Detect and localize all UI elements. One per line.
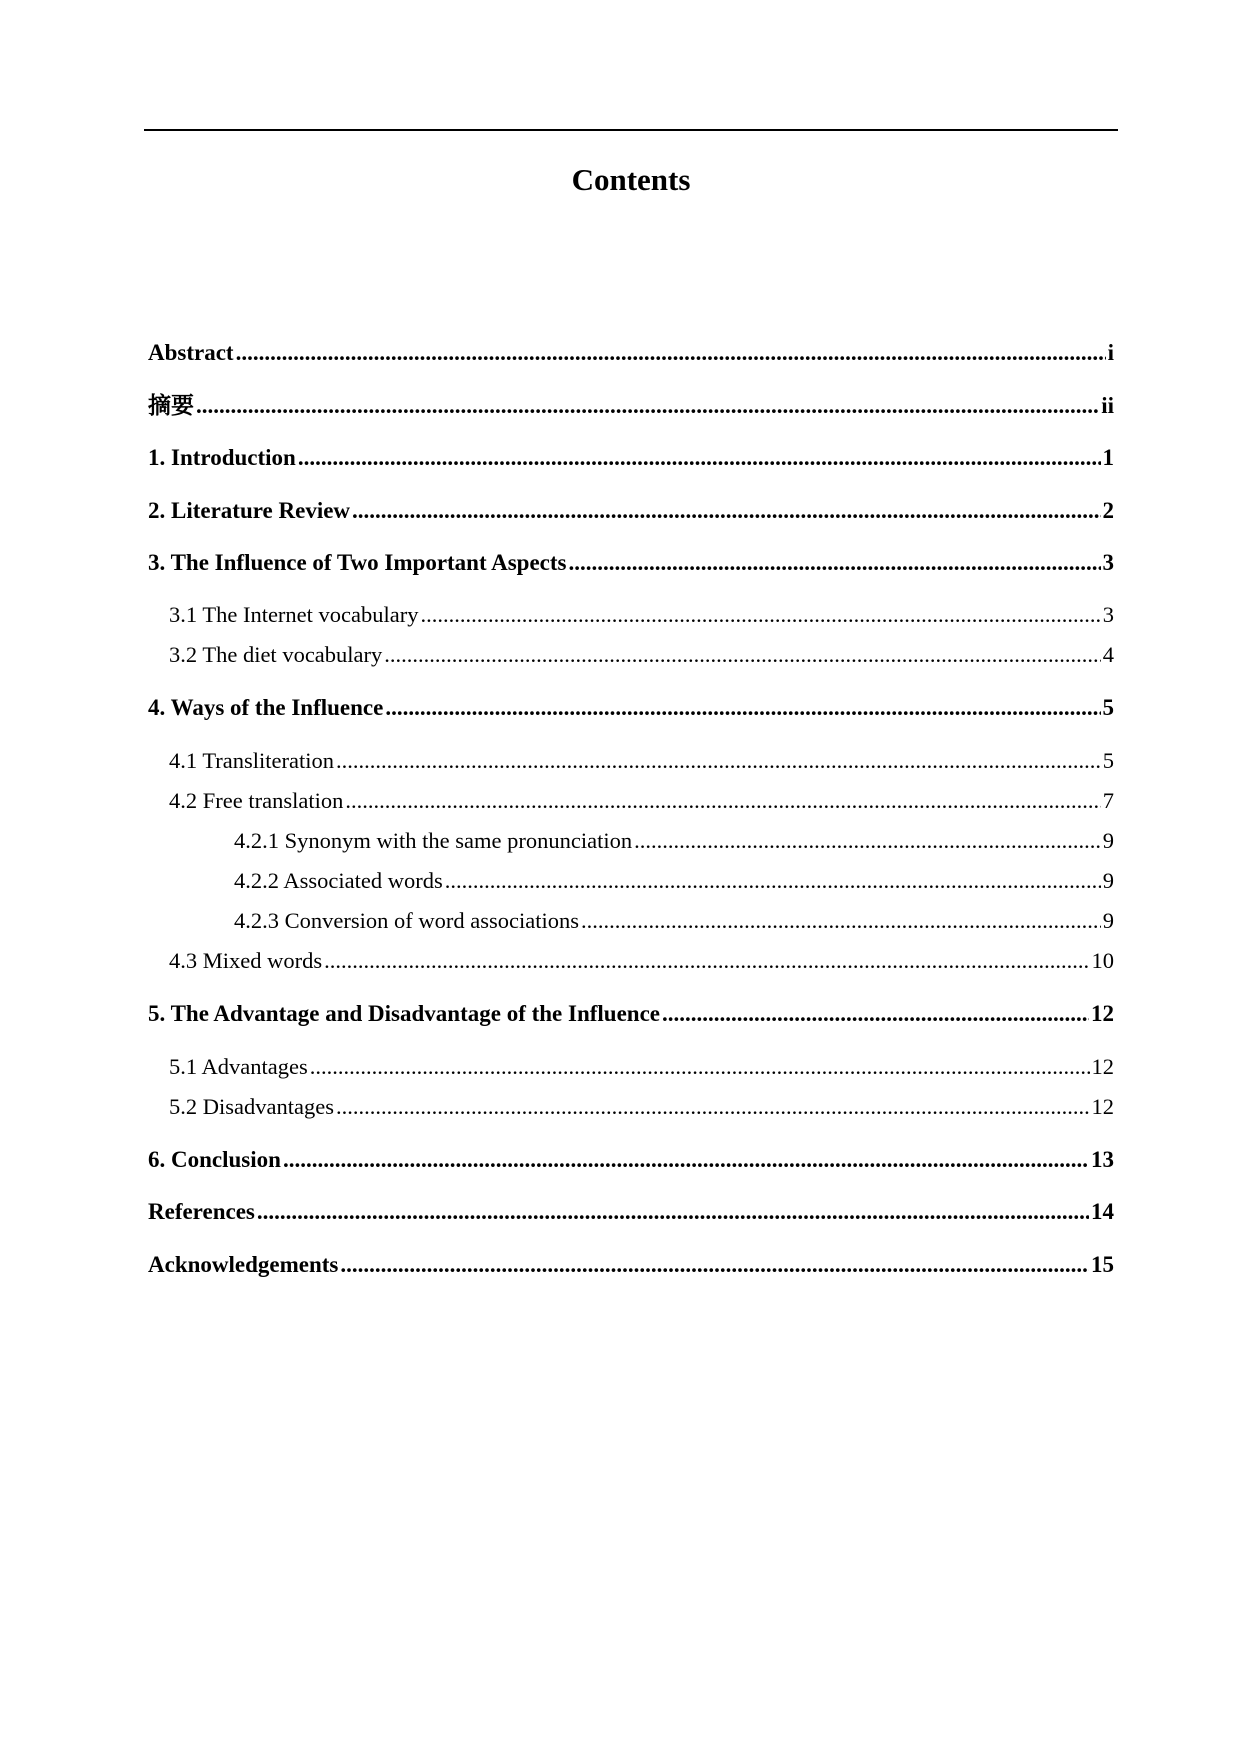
toc-entry-page: 15 [1091, 1252, 1114, 1277]
toc-entry-ways-of-influence[interactable] [148, 693, 1114, 723]
toc-entry-page: 5 [1102, 695, 1114, 720]
dot-leader [324, 946, 1089, 976]
dot-leader [340, 1250, 1089, 1280]
dot-leader [336, 746, 1101, 776]
toc-entry-chinese-abstract[interactable] [148, 391, 1114, 421]
toc-entry-page: i [1107, 340, 1114, 365]
toc-entry-influence-aspects[interactable] [148, 548, 1114, 578]
toc-entry-page: 1 [1102, 445, 1114, 470]
dot-leader [336, 1092, 1090, 1122]
toc-entry-page: 12 [1091, 1054, 1114, 1079]
dot-leader [384, 640, 1100, 670]
toc-entry-conclusion[interactable] [148, 1145, 1114, 1175]
toc-entry-label: 5.2 Disadvantages [169, 1094, 334, 1119]
toc-entry-label: 3.1 The Internet vocabulary [169, 602, 419, 627]
toc-entry-page: ii [1101, 393, 1114, 418]
dot-leader [345, 786, 1100, 816]
toc-entry-label: References [148, 1199, 255, 1224]
toc-entry-label: 3.2 The diet vocabulary [169, 642, 383, 667]
toc-entry-label: Acknowledgements [148, 1252, 339, 1277]
dot-leader [196, 391, 1099, 421]
toc-entry-page: 4 [1102, 642, 1114, 667]
toc-entry-acknowledgements[interactable] [148, 1250, 1114, 1280]
toc-entry-page: 14 [1091, 1199, 1114, 1224]
toc-entry-page: 9 [1102, 828, 1114, 853]
toc-entry-page: 13 [1091, 1147, 1114, 1172]
toc-entry-introduction[interactable] [148, 443, 1114, 473]
toc-entry-internet-vocabulary[interactable] [169, 600, 1114, 630]
toc-entry-mixed-words[interactable] [169, 946, 1114, 976]
toc-entry-label: 摘要 [148, 393, 194, 418]
toc-entry-page: 3 [1102, 602, 1114, 627]
toc-entry-abstract[interactable] [148, 338, 1114, 368]
toc-entry-advantages[interactable] [169, 1052, 1114, 1082]
toc-entry-disadvantages[interactable] [169, 1092, 1114, 1122]
toc-entry-label: 4.1 Transliteration [169, 748, 335, 773]
toc-entry-label: 5.1 Advantages [169, 1054, 308, 1079]
toc-entry-page: 3 [1102, 550, 1114, 575]
toc-entry-page: 7 [1102, 788, 1114, 813]
toc-entry-page: 5 [1102, 748, 1114, 773]
toc-entry-page: 9 [1102, 868, 1114, 893]
toc-entry-advantage-disadvantage[interactable] [148, 999, 1114, 1029]
toc-entry-label: 4.2 Free translation [169, 788, 344, 813]
toc-entry-label: 3. The Influence of Two Important Aspects [148, 550, 567, 575]
dot-leader [581, 906, 1101, 936]
toc-entry-literature-review[interactable] [148, 496, 1114, 526]
toc-entry-references[interactable] [148, 1197, 1114, 1227]
dot-leader [385, 693, 1100, 723]
header-rule [144, 129, 1118, 131]
dot-leader [310, 1052, 1090, 1082]
toc-entry-page: 10 [1091, 948, 1114, 973]
toc-entry-label: Abstract [148, 340, 234, 365]
toc-entry-label: 5. The Advantage and Disadvantage of the Influence [148, 1001, 661, 1026]
toc-entry-associated-words[interactable] [234, 866, 1114, 896]
toc-entry-page: 12 [1091, 1001, 1114, 1026]
toc-entry-diet-vocabulary[interactable] [169, 640, 1114, 670]
toc-entry-label: 4.2.1 Synonym with the same pronunciation [234, 828, 633, 853]
dot-leader [569, 548, 1101, 578]
page-title: Contents [571, 162, 691, 197]
toc-entry-label: 6. Conclusion [148, 1147, 281, 1172]
dot-leader [421, 600, 1101, 630]
toc-entry-page: 9 [1102, 908, 1114, 933]
dot-leader [634, 826, 1101, 856]
toc-entry-label: 4.2.3 Conversion of word associations [234, 908, 579, 933]
toc-entry-label: 2. Literature Review [148, 498, 351, 523]
toc-entry-synonym[interactable] [234, 826, 1114, 856]
toc-entry-page: 2 [1102, 498, 1114, 523]
dot-leader [283, 1145, 1089, 1175]
dot-leader [236, 338, 1106, 368]
toc-entry-free-translation[interactable] [169, 786, 1114, 816]
toc-entry-label: 1. Introduction [148, 445, 296, 470]
dot-leader [662, 999, 1089, 1029]
toc-entry-label: 4.3 Mixed words [169, 948, 323, 973]
dot-leader [298, 443, 1101, 473]
dot-leader [257, 1197, 1089, 1227]
dot-leader [445, 866, 1101, 896]
toc-entry-conversion-associations[interactable] [234, 906, 1114, 936]
toc-entry-label: 4.2.2 Associated words [234, 868, 443, 893]
toc-entry-label: 4. Ways of the Influence [148, 695, 384, 720]
toc-entry-page: 12 [1091, 1094, 1114, 1119]
dot-leader [352, 496, 1100, 526]
toc-entry-transliteration[interactable] [169, 746, 1114, 776]
